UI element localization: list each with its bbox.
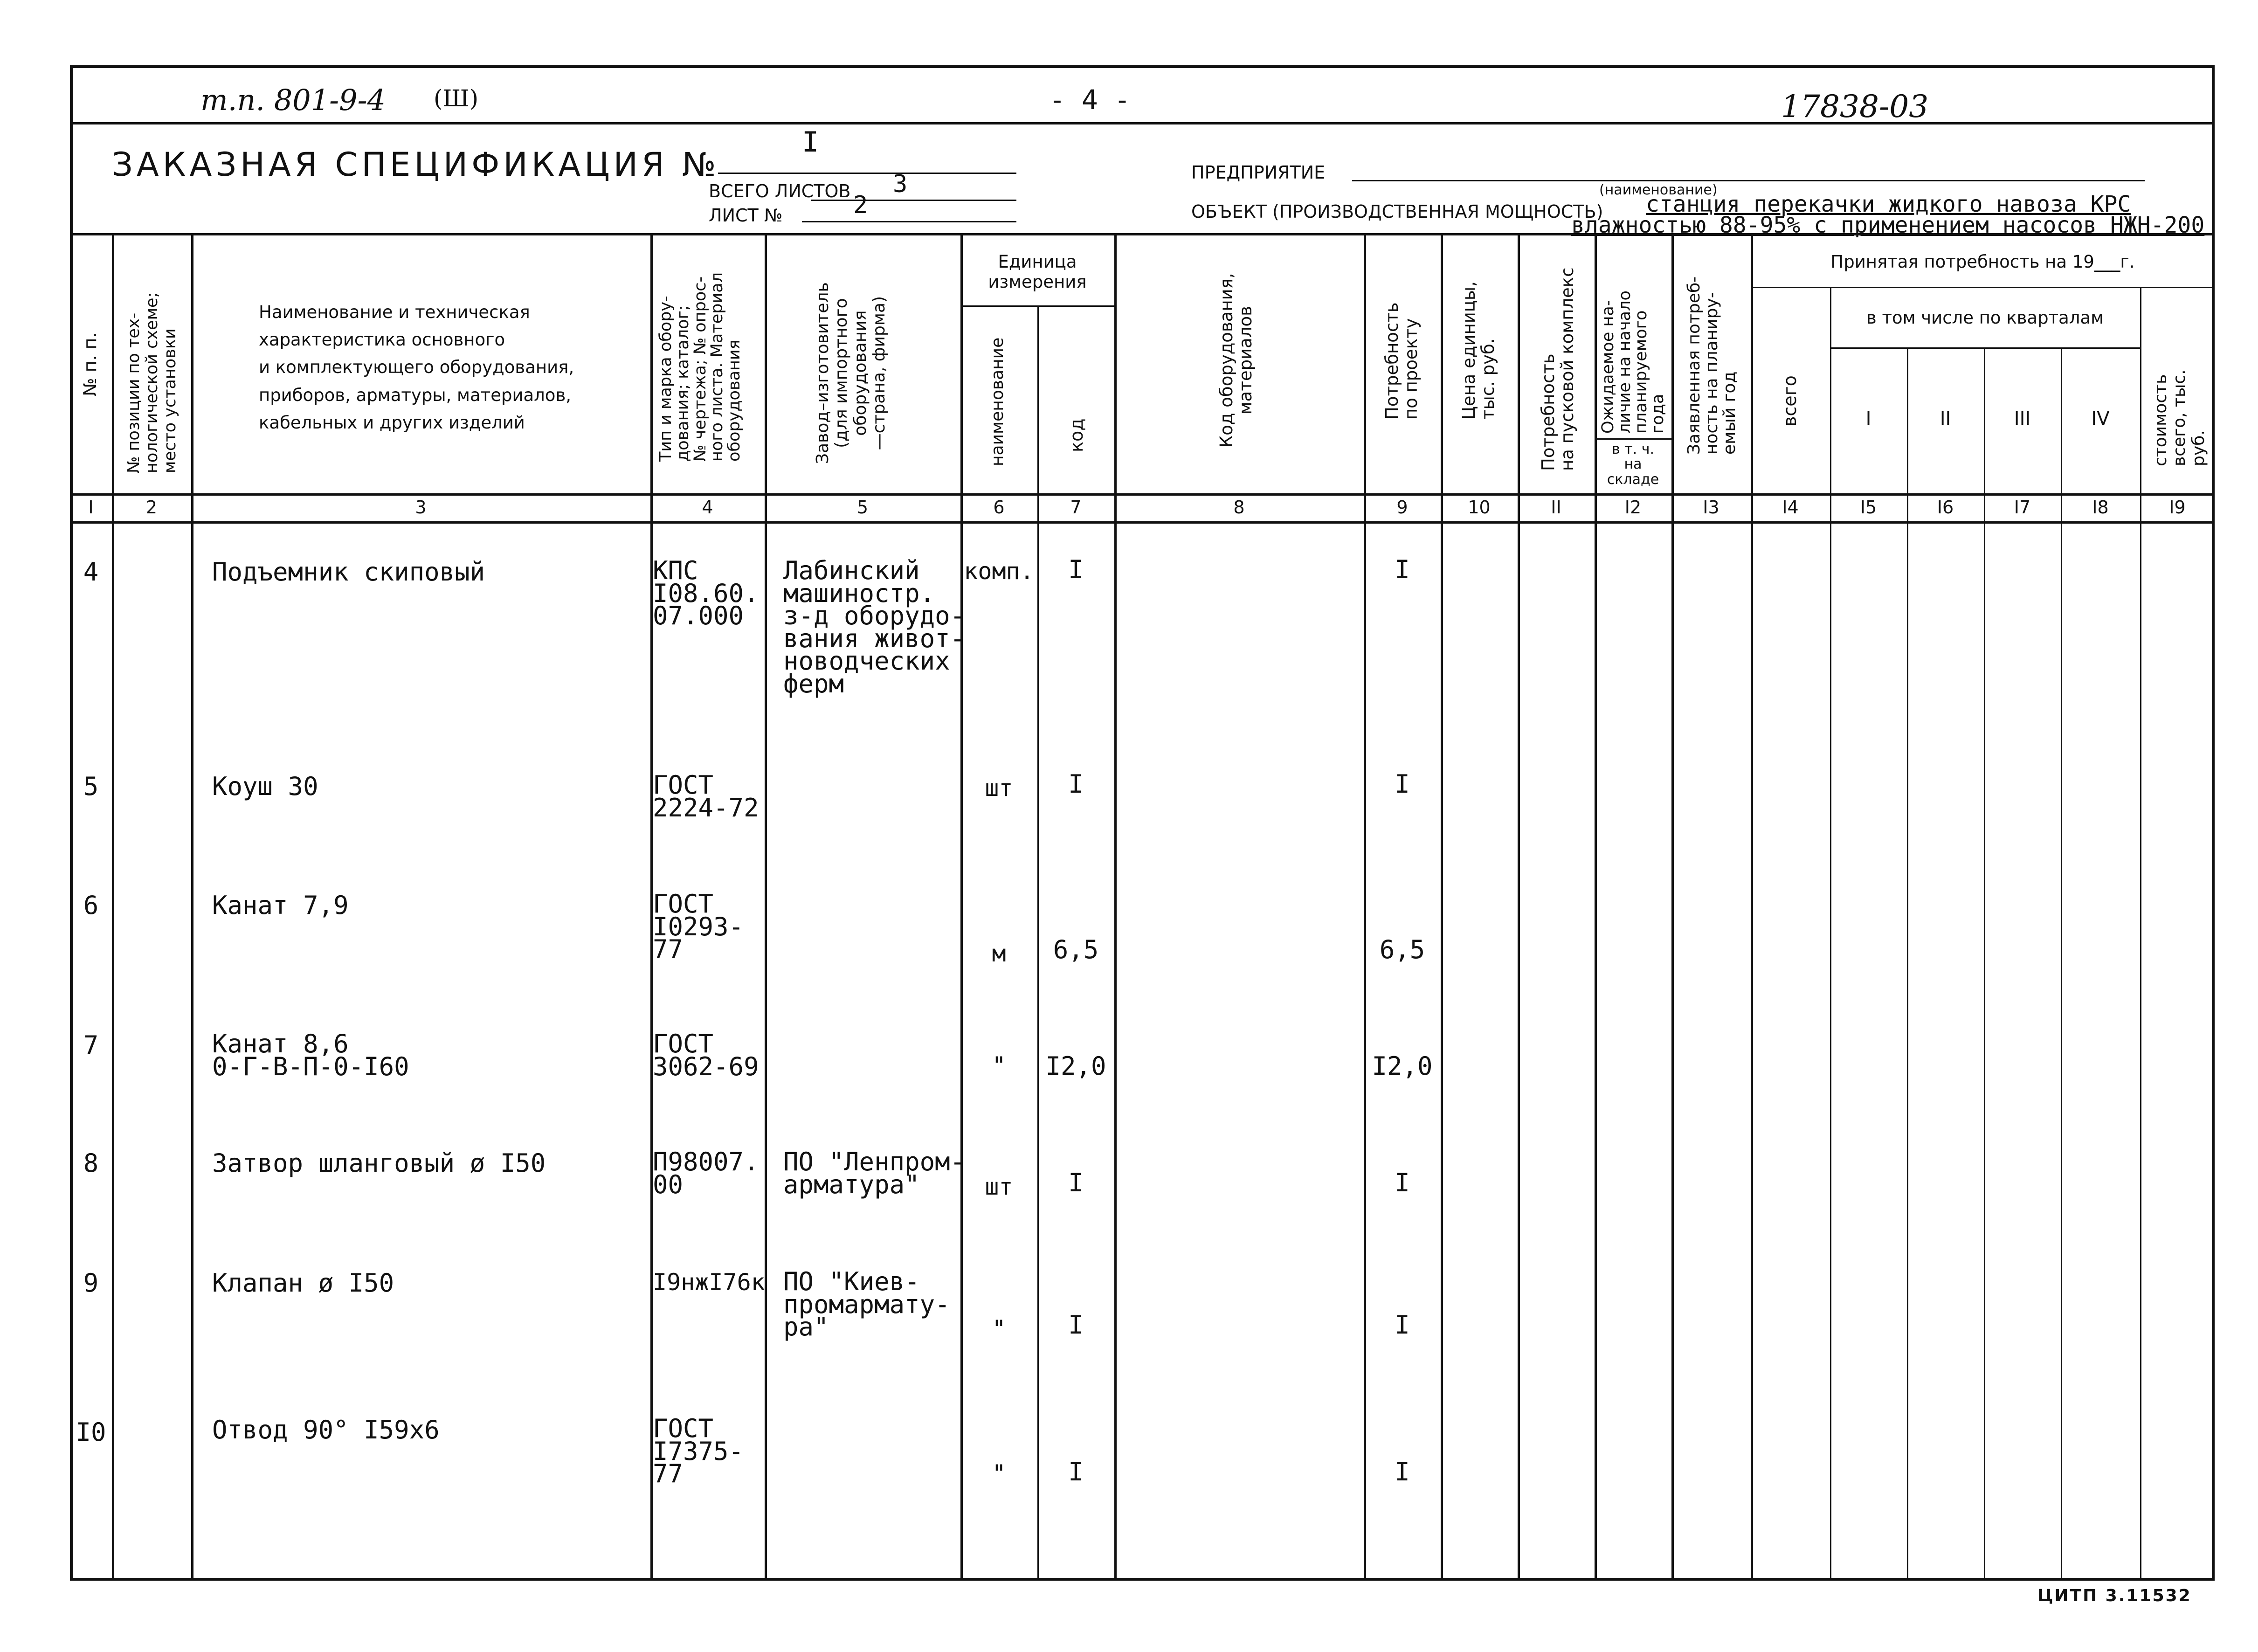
col-divider	[1984, 347, 1985, 1581]
header-position: № позиции по тех- нологической схеме; место установки	[124, 292, 180, 473]
colnum-18: I8	[2092, 497, 2109, 518]
col-divider	[1907, 347, 1908, 1581]
row-type: I9нжI76к	[653, 1269, 765, 1296]
row-project-need: I	[1395, 555, 1410, 584]
col-divider	[1441, 233, 1443, 1581]
header-unit-group: Единица измерения	[988, 252, 1087, 292]
colnum-15: I5	[1860, 497, 1877, 518]
header-accepted: Принятая потребность на 19___г.	[1830, 252, 2135, 272]
col-divider	[1364, 233, 1366, 1581]
col-divider	[2061, 347, 2062, 1581]
row-code: I	[1068, 555, 1084, 584]
object-name-line1: станция перекачки жидкого навоза КРС	[1646, 191, 2131, 217]
row-number: 6	[83, 891, 99, 920]
enterprise-label: ПРЕДПРИЯТИЕ	[1191, 162, 1326, 183]
header-startup-need: Потребность на пусковой комплекс	[1538, 267, 1578, 471]
row-item-name: Затвор шланговый ø I50	[212, 1148, 546, 1178]
row-type: ГОСТ 2224-72	[653, 770, 759, 823]
row-unit: шт	[985, 774, 1013, 802]
col-divider	[112, 233, 114, 1581]
row-number: 8	[83, 1148, 99, 1178]
header-in-stock: в т. ч. на складе	[1607, 441, 1659, 488]
header-q4: IV	[2091, 408, 2110, 429]
colnum-16: I6	[1937, 497, 1954, 518]
row-project-need: I2,0	[1372, 1051, 1433, 1081]
row-code: I	[1068, 1457, 1084, 1486]
row-unit: шт	[985, 1173, 1013, 1200]
col-divider	[960, 233, 963, 1581]
colnum-bottom-line	[70, 521, 2215, 524]
name-caption: (наименование)	[1599, 182, 1718, 198]
row-project-need: I	[1395, 769, 1410, 799]
top-strip-divider	[70, 122, 2215, 124]
row-project-need: I	[1395, 1310, 1410, 1340]
row-type: КПС I08.60. 07.000	[653, 556, 759, 631]
row-project-need: I	[1395, 1168, 1410, 1197]
header-q2: II	[1940, 408, 1951, 429]
header-unit-price: Цена единицы, тыс. руб.	[1459, 281, 1498, 420]
row-type: П98007. 00	[653, 1147, 759, 1199]
row-maker: ПО "Киев- промармату- ра"	[783, 1267, 950, 1342]
colnum-7: 7	[1070, 497, 1082, 518]
colnum-19: I9	[2169, 497, 2186, 518]
header-name: Наименование и техническая характеристика основного и комплектующего оборудования, приборов, арматуры, материалов, кабельных и других изделий	[259, 302, 574, 433]
spec-title: ЗАКАЗНАЯ СПЕЦИФИКАЦИЯ №	[112, 145, 720, 184]
accepted-line	[1751, 287, 2215, 288]
row-item-name: Канат 8,6 0-Г-В-П-0-I60	[212, 1029, 409, 1081]
row-maker: Лабинский машиностр. з-д оборудо- вания живот- новодческих ферм	[783, 556, 966, 698]
total-sheets-label: ВСЕГО ЛИСТОВ	[709, 181, 851, 201]
inventory-number: 17838-03	[1781, 89, 1929, 124]
col-divider	[1830, 287, 1831, 1581]
row-item-name: Клапан ø I50	[212, 1268, 394, 1298]
spec-number-line	[718, 173, 1016, 174]
total-sheets-value: 3	[893, 170, 908, 198]
row-number: 4	[83, 557, 99, 587]
col-divider	[765, 233, 767, 1581]
col-divider	[1751, 233, 1753, 1581]
album-number: (Ш)	[434, 85, 479, 112]
colnum-17: I7	[2014, 497, 2031, 518]
colnum-3: 3	[415, 497, 427, 518]
row-maker: ПО "Ленпром- арматура"	[783, 1147, 966, 1199]
row-project-need: I	[1395, 1457, 1410, 1486]
row-code: I	[1068, 1310, 1084, 1340]
colnum-11: II	[1551, 497, 1561, 518]
row-number: 7	[83, 1030, 99, 1060]
row-type: ГОСТ 3062-69	[653, 1029, 759, 1081]
header-expected: Ожидаемое на- личие на начало планируемого года	[1599, 290, 1668, 434]
colnum-4: 4	[702, 497, 713, 518]
row-unit: м	[992, 940, 1006, 967]
colnum-1: I	[88, 497, 94, 518]
header-declared: Заявленная потреб- ность на планиру- емый год	[1685, 276, 1739, 455]
colnum-5: 5	[856, 497, 869, 518]
row-item-name: Канат 7,9	[212, 891, 349, 920]
enterprise-line	[1352, 180, 2145, 181]
row-type: ГОСТ I7375- 77	[653, 1414, 744, 1489]
footer-stamp: ЦИТП 3.11532	[2037, 1586, 2192, 1605]
row-unit: "	[992, 1460, 1006, 1487]
row-item-name: Коуш 30	[212, 772, 318, 801]
total-sheets-line	[811, 200, 1016, 201]
row-unit: комп.	[964, 558, 1034, 585]
colnum-13: I3	[1703, 497, 1719, 518]
header-project-need: Потребность по проекту	[1382, 302, 1422, 420]
sheet-label: ЛИСТ №	[709, 205, 783, 226]
row-item-name: Отвод 90° I59x6	[212, 1415, 440, 1445]
col-divider	[1595, 233, 1597, 1581]
header-pp-number: № п. п.	[80, 332, 100, 396]
row-code: I	[1068, 1168, 1084, 1197]
sheet-line	[802, 221, 1016, 222]
col-divider	[191, 233, 193, 1581]
colnum-8: 8	[1233, 497, 1245, 518]
header-q1: I	[1865, 408, 1871, 429]
colnum-6: 6	[993, 497, 1005, 518]
row-number: 5	[83, 772, 99, 801]
colnum-10: 10	[1468, 497, 1491, 518]
col-divider	[1671, 233, 1674, 1581]
spec-number: I	[802, 126, 819, 159]
colnum-14: I4	[1782, 497, 1799, 518]
header-total: всего	[1780, 375, 1800, 427]
header-quarters: в том числе по кварталам	[1866, 308, 2104, 328]
row-code: I2,0	[1045, 1051, 1106, 1081]
col-divider	[1114, 233, 1117, 1581]
page-number: - 4 -	[1049, 84, 1131, 116]
row-unit: "	[992, 1052, 1006, 1079]
header-cost: стоимость всего, тыс. руб.	[2151, 369, 2208, 466]
header-unit-code: код	[1066, 418, 1087, 452]
doc-reference: т.п. 801-9-4	[200, 83, 386, 117]
row-project-need: 6,5	[1379, 935, 1425, 964]
colnum-top-line	[70, 493, 2215, 496]
row-number: I0	[76, 1417, 106, 1447]
col-divider	[1518, 233, 1520, 1581]
col-divider	[2140, 287, 2141, 1581]
header-maker: Завод–изготовитель (для импортного оборудования —страна, фирма)	[813, 282, 889, 464]
header-unit-name: наименование	[988, 337, 1007, 466]
page-frame	[70, 65, 2215, 1581]
row-number: 9	[83, 1268, 99, 1298]
table-top-line	[70, 233, 2215, 235]
header-type: Тип и марка обору- дования; каталог; № чертежа; № опрос- ного листа. Материал оборудования	[656, 272, 744, 462]
header-q3: III	[2014, 408, 2031, 429]
colnum-2: 2	[145, 497, 158, 518]
row-code: 6,5	[1053, 935, 1099, 964]
row-code: I	[1068, 769, 1084, 799]
colnum-9: 9	[1396, 497, 1408, 518]
sheet-value: 2	[853, 191, 868, 219]
row-type: ГОСТ I0293- 77	[653, 889, 744, 964]
object-label: ОБЪЕКТ (ПРОИЗВОДСТВЕННАЯ МОЩНОСТЬ)	[1191, 201, 1603, 222]
c12-split-line	[1595, 438, 1671, 440]
row-unit: "	[992, 1315, 1006, 1342]
row-item-name: Подъемник скиповый	[212, 557, 485, 587]
header-equipment-code: Код оборудования, материалов	[1216, 273, 1256, 448]
object-name-line2: влажностью 88-95% с применением насосов НЖН-200	[1571, 212, 2205, 238]
colnum-12: I2	[1624, 497, 1642, 518]
